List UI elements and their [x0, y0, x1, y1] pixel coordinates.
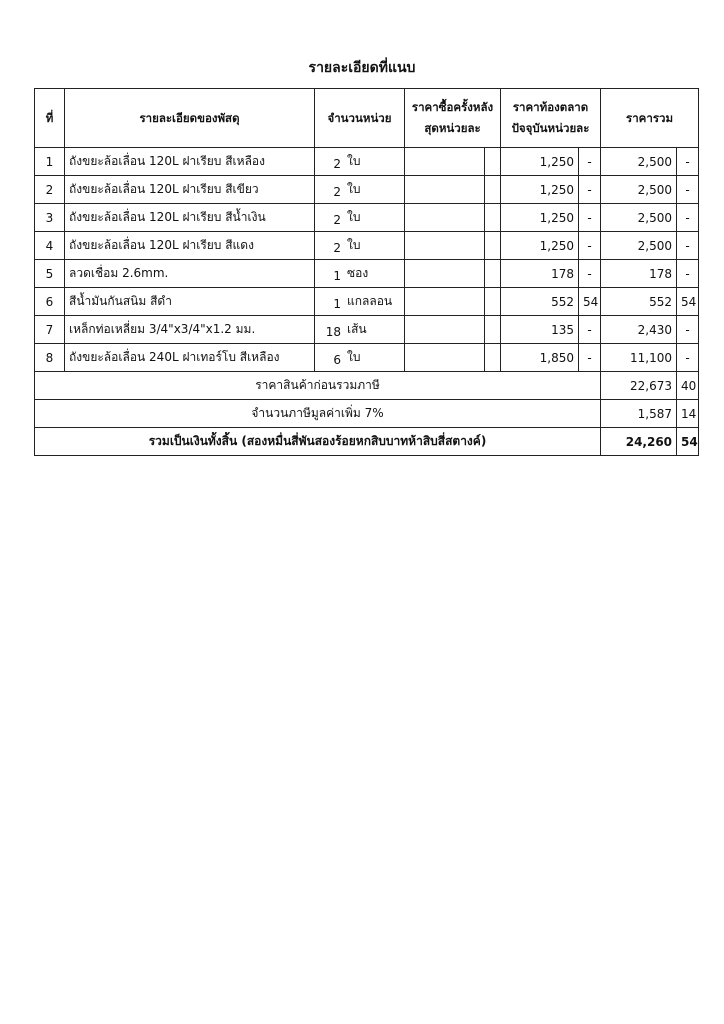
- row-no: 2: [35, 176, 65, 204]
- row-no: 3: [35, 204, 65, 232]
- row-no: 7: [35, 316, 65, 344]
- row-no: 1: [35, 148, 65, 176]
- row-market-price-baht: 1,250: [501, 204, 579, 232]
- table-row: [35, 148, 699, 176]
- row-quantity: [315, 176, 405, 204]
- row-last-price-satang: [485, 288, 501, 316]
- row-quantity-unit: ใบ: [347, 210, 361, 224]
- row-total-baht: 2,500: [601, 176, 677, 204]
- row-total-satang: 54: [677, 288, 699, 316]
- row-last-price-satang: [485, 176, 501, 204]
- grand-total-row: [35, 428, 699, 456]
- row-market-price-satang: -: [579, 344, 601, 372]
- row-description: ถังขยะล้อเลื่อน 120L ฝาเรียบ สีแดง: [65, 232, 315, 260]
- row-market-price-baht: 1,250: [501, 148, 579, 176]
- header-market-price: ราคาท้องตลาดปัจจุบันหน่วยละ: [501, 89, 601, 148]
- row-quantity-number: 2: [333, 213, 341, 227]
- subtotal-row: [35, 372, 699, 400]
- row-total-satang: -: [677, 204, 699, 232]
- row-market-price-satang: -: [579, 176, 601, 204]
- row-total-baht: 11,100: [601, 344, 677, 372]
- row-quantity-number: 2: [333, 241, 341, 255]
- row-total-baht: 2,500: [601, 232, 677, 260]
- row-market-price-baht: 1,250: [501, 232, 579, 260]
- row-last-price-satang: [485, 260, 501, 288]
- row-total-satang: -: [677, 344, 699, 372]
- row-total-baht: 2,500: [601, 148, 677, 176]
- row-quantity-unit: ใบ: [347, 238, 361, 252]
- row-description: สีน้ำมันกันสนิม สีดำ: [65, 288, 315, 316]
- row-no: 6: [35, 288, 65, 316]
- row-quantity-unit: แกลลอน: [347, 294, 393, 308]
- row-quantity: [315, 232, 405, 260]
- row-quantity-unit: ใบ: [347, 350, 361, 364]
- row-market-price-satang: -: [579, 148, 601, 176]
- row-total-satang: -: [677, 148, 699, 176]
- table-body: [35, 148, 699, 372]
- row-last-price-baht: [405, 204, 485, 232]
- row-market-price-baht: 552: [501, 288, 579, 316]
- row-quantity-number: 1: [333, 269, 341, 283]
- row-last-price-satang: [485, 316, 501, 344]
- row-total-baht: 552: [601, 288, 677, 316]
- row-quantity: [315, 204, 405, 232]
- row-last-price-baht: [405, 148, 485, 176]
- row-description: เหล็กท่อเหลี่ยม 3/4"x3/4"x1.2 มม.: [65, 316, 315, 344]
- row-market-price-satang: -: [579, 232, 601, 260]
- row-quantity-unit: เส้น: [347, 322, 367, 336]
- row-last-price-baht: [405, 316, 485, 344]
- table-row: [35, 204, 699, 232]
- table-row: [35, 232, 699, 260]
- grand-total-label: รวมเป็นเงินทั้งสิ้น (สองหมื่นสี่พันสองร้อยหกสิบบาทห้าสิบสี่สตางค์): [35, 428, 601, 456]
- table-row: [35, 344, 699, 372]
- header-no: ที่: [35, 89, 65, 148]
- vat-satang: 14: [677, 400, 699, 428]
- row-total-satang: -: [677, 176, 699, 204]
- row-quantity: [315, 148, 405, 176]
- grand-total-baht: 24,260: [601, 428, 677, 456]
- row-market-price-satang: -: [579, 204, 601, 232]
- subtotal-baht: 22,673: [601, 372, 677, 400]
- row-last-price-baht: [405, 344, 485, 372]
- vat-row: [35, 400, 699, 428]
- table-header-row: [35, 89, 699, 148]
- row-quantity-unit: ใบ: [347, 182, 361, 196]
- row-quantity: [315, 344, 405, 372]
- row-description: ถังขยะล้อเลื่อน 120L ฝาเรียบ สีน้ำเงิน: [65, 204, 315, 232]
- vat-label: จำนวนภาษีมูลค่าเพิ่ม 7%: [35, 400, 601, 428]
- row-last-price-baht: [405, 288, 485, 316]
- row-last-price-satang: [485, 344, 501, 372]
- row-quantity-number: 2: [333, 185, 341, 199]
- row-last-price-baht: [405, 260, 485, 288]
- header-total: ราคารวม: [601, 89, 699, 148]
- row-quantity-number: 18: [325, 325, 341, 339]
- row-total-baht: 178: [601, 260, 677, 288]
- row-total-baht: 2,500: [601, 204, 677, 232]
- table-row: [35, 176, 699, 204]
- row-market-price-baht: 178: [501, 260, 579, 288]
- row-last-price-satang: [485, 232, 501, 260]
- row-total-baht: 2,430: [601, 316, 677, 344]
- row-no: 4: [35, 232, 65, 260]
- grand-total-satang: 54: [677, 428, 699, 456]
- row-quantity-number: 6: [333, 353, 341, 367]
- row-market-price-baht: 135: [501, 316, 579, 344]
- row-total-satang: -: [677, 232, 699, 260]
- subtotal-satang: 40: [677, 372, 699, 400]
- row-market-price-satang: -: [579, 260, 601, 288]
- row-last-price-baht: [405, 232, 485, 260]
- row-total-satang: -: [677, 260, 699, 288]
- row-quantity: [315, 260, 405, 288]
- row-no: 8: [35, 344, 65, 372]
- row-description: ถังขยะล้อเลื่อน 120L ฝาเรียบ สีเหลือง: [65, 148, 315, 176]
- row-market-price-satang: -: [579, 316, 601, 344]
- row-quantity-unit: ใบ: [347, 154, 361, 168]
- table-row: [35, 288, 699, 316]
- row-last-price-satang: [485, 148, 501, 176]
- row-market-price-baht: 1,850: [501, 344, 579, 372]
- subtotal-label: ราคาสินค้าก่อนรวมภาษี: [35, 372, 601, 400]
- row-quantity-number: 1: [333, 297, 341, 311]
- header-last-price: ราคาซื้อครั้งหลังสุดหน่วยละ: [405, 89, 501, 148]
- row-no: 5: [35, 260, 65, 288]
- row-quantity-number: 2: [333, 157, 341, 171]
- header-description: รายละเอียดของพัสดุ: [65, 89, 315, 148]
- row-last-price-baht: [405, 176, 485, 204]
- row-market-price-baht: 1,250: [501, 176, 579, 204]
- row-last-price-satang: [485, 204, 501, 232]
- row-quantity: [315, 316, 405, 344]
- table-row: [35, 316, 699, 344]
- row-description: ถังขยะล้อเลื่อน 120L ฝาเรียบ สีเขียว: [65, 176, 315, 204]
- row-quantity: [315, 288, 405, 316]
- document-title: รายละเอียดที่แนบ: [308, 60, 416, 76]
- row-description: ลวดเชื่อม 2.6mm.: [65, 260, 315, 288]
- header-quantity: จำนวนหน่วย: [315, 89, 405, 148]
- row-quantity-unit: ซอง: [347, 266, 369, 280]
- vat-baht: 1,587: [601, 400, 677, 428]
- table-row: [35, 260, 699, 288]
- row-total-satang: -: [677, 316, 699, 344]
- row-description: ถังขยะล้อเลื่อน 240L ฝาเทอร์โบ สีเหลือง: [65, 344, 315, 372]
- items-table: [34, 88, 699, 456]
- row-market-price-satang: 54: [579, 288, 601, 316]
